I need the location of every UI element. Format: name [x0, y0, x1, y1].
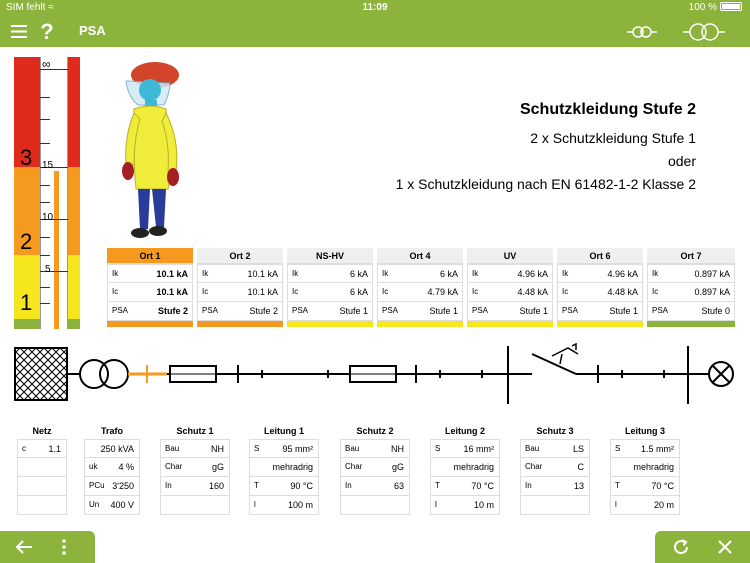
close-button[interactable] [705, 531, 745, 563]
transformer-large-icon [683, 22, 725, 42]
scale-level-2: 2 [20, 229, 33, 254]
location-header: Ort 6 [557, 248, 643, 264]
transformer-large-button[interactable] [682, 16, 726, 47]
location-level-strip [197, 321, 283, 327]
component-table-schutz-3[interactable]: Schutz 3 Bau LS Char C In 13 [520, 423, 590, 515]
status-bar [0, 0, 750, 16]
location-table-ns-hv[interactable]: NS-HV Ik 6 kA Ic 6 kA PSA Stufe 1 [287, 248, 373, 330]
component-table-leitung-2[interactable]: Leitung 2 S 16 mm² mehradrig T 70 °C l 10 m [430, 423, 500, 515]
circuit-breaker-symbol[interactable] [532, 344, 578, 374]
location-header: Ort 7 [647, 248, 735, 264]
location-header: UV [467, 248, 553, 264]
result-heading: Schutzkleidung Stufe 2 [519, 101, 696, 118]
result-line-3: 1 x Schutzkleidung nach EN 61482-1-2 Klasse 2 [395, 176, 696, 192]
component-table-netz[interactable]: Netz c 1.1 [17, 423, 67, 515]
refresh-icon [672, 538, 690, 556]
location-table-ort-6[interactable]: Ort 6 Ik 4.96 kA Ic 4.48 kA PSA Stufe 1 [557, 248, 643, 330]
component-table-schutz-1[interactable]: Schutz 1 Bau NH Char gG In 160 [160, 423, 230, 515]
location-table-ort-7[interactable]: Ort 7 Ik 0.897 kA Ic 0.897 kA PSA Stufe 0 [647, 248, 735, 330]
more-icon [62, 539, 66, 555]
close-icon [718, 540, 732, 554]
component-title: Leitung 3 [625, 426, 665, 436]
component-table-leitung-1[interactable]: Leitung 1 S 95 mm² mehradrig T 90 °C l 100 m [249, 423, 319, 515]
location-header: Ort 2 [197, 248, 283, 264]
location-level-strip [467, 321, 553, 327]
location-table-uv[interactable]: UV Ik 4.96 kA Ic 4.48 kA PSA Stufe 1 [467, 248, 553, 330]
location-level-strip [557, 321, 643, 327]
transformer-small-icon [627, 25, 657, 39]
grid-source-symbol[interactable] [15, 348, 67, 400]
refresh-button[interactable] [661, 531, 701, 563]
location-table-ort-2[interactable]: Ort 2 Ik 10.1 kA Ic 10.1 kA PSA Stufe 2 [197, 248, 283, 330]
menu-button[interactable] [4, 16, 34, 47]
location-header: NS-HV [287, 248, 373, 264]
location-level-strip [287, 321, 373, 327]
lamp-load-symbol[interactable] [709, 362, 733, 386]
carrier-label: SIM fehlt ≈ [6, 2, 54, 13]
protective-clothing-figure [120, 57, 190, 242]
location-table-ort-1[interactable]: Ort 1 Ik 10.1 kA Ic 10.1 kA PSA Stufe 2 [107, 248, 193, 330]
component-title: Schutz 2 [356, 426, 394, 436]
location-table-ort-4[interactable]: Ort 4 Ik 6 kA Ic 4.79 kA PSA Stufe 1 [377, 248, 463, 330]
bottom-left-toolbar [0, 531, 95, 563]
result-line-2: oder [667, 153, 696, 169]
status-time: 11:09 [362, 2, 388, 13]
component-title: Trafo [100, 426, 123, 436]
result-line-1: 2 x Schutzkleidung Stufe 1 [530, 130, 696, 146]
component-table-leitung-3[interactable]: Leitung 3 S 1.5 mm² mehradrig T 70 °C l 20 m [610, 423, 680, 515]
location-level-strip [647, 321, 735, 327]
scale-number-15: 15 [42, 160, 54, 171]
wifi-icon: ≈ [48, 2, 54, 13]
location-level-strip [377, 321, 463, 327]
component-title: Schutz 3 [536, 426, 574, 436]
location-header: Ort 4 [377, 248, 463, 264]
more-button[interactable] [44, 531, 84, 563]
location-level-strip [107, 321, 193, 327]
battery-icon [720, 2, 742, 11]
transformer-small-button[interactable] [625, 16, 659, 47]
component-title: Schutz 1 [176, 426, 214, 436]
scale-number-infinity: ∞ [42, 57, 51, 71]
help-icon: ? [40, 18, 54, 44]
circuit-schematic [12, 340, 742, 410]
protection-level-scale [14, 57, 80, 329]
help-button[interactable] [36, 16, 58, 47]
page-title: PSA [79, 23, 106, 38]
scale-current-bar [54, 171, 59, 329]
scale-level-3: 3 [20, 145, 33, 170]
component-title: Leitung 2 [445, 426, 485, 436]
scale-number-10: 10 [42, 212, 54, 223]
component-table-trafo[interactable]: Trafo 250 kVA uk 4 % PCu 3'250 Un 400 V [84, 423, 140, 515]
bottom-right-toolbar [655, 531, 750, 563]
back-button[interactable] [4, 531, 44, 563]
transformer-symbol[interactable] [80, 360, 128, 388]
component-title: Leitung 1 [264, 426, 304, 436]
menu-icon [11, 25, 27, 38]
scale-number-5: 5 [45, 264, 51, 275]
scale-level-1: 1 [20, 290, 33, 315]
nav-bar [0, 16, 750, 47]
location-header: Ort 1 [107, 248, 193, 264]
component-table-schutz-2[interactable]: Schutz 2 Bau NH Char gG In 63 [340, 423, 410, 515]
back-arrow-icon [15, 540, 33, 554]
component-title: Netz [32, 426, 52, 436]
battery-indicator: 100 % [689, 2, 742, 13]
